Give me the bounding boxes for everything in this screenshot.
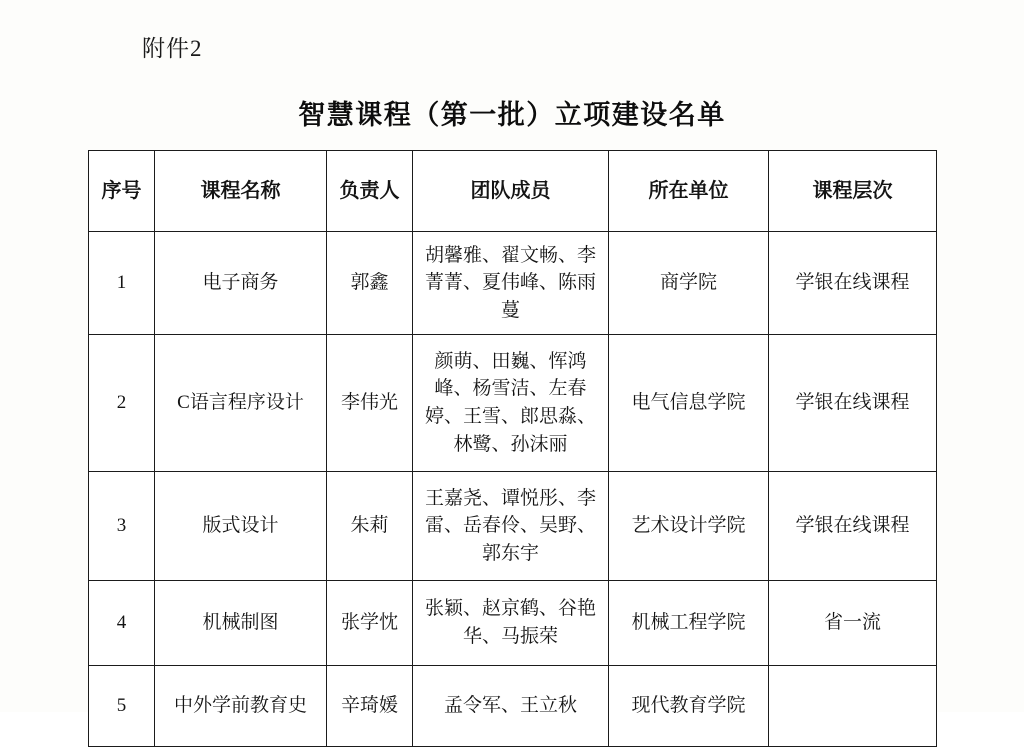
table-header-row xyxy=(89,151,937,232)
cell-index: 1 xyxy=(89,232,155,335)
cell-level: 学银在线课程 xyxy=(769,472,937,581)
cell-team: 胡馨雅、翟文畅、李菁菁、夏伟峰、陈雨蔓 xyxy=(413,232,609,335)
cell-leader: 张学忱 xyxy=(327,581,413,666)
cell-course: 机械制图 xyxy=(155,581,327,666)
cell-level xyxy=(769,666,937,747)
cell-leader: 郭鑫 xyxy=(327,232,413,335)
cell-unit: 机械工程学院 xyxy=(609,581,769,666)
attachment-label: 附件2 xyxy=(142,36,203,61)
cell-index: 3 xyxy=(89,472,155,581)
cell-course: C语言程序设计 xyxy=(155,335,327,472)
table-row xyxy=(89,472,937,581)
cell-unit: 现代教育学院 xyxy=(609,666,769,747)
table-row xyxy=(89,335,937,472)
cell-course: 版式设计 xyxy=(155,472,327,581)
column-header-index: 序号 xyxy=(89,151,155,232)
cell-leader: 李伟光 xyxy=(327,335,413,472)
cell-level: 省一流 xyxy=(769,581,937,666)
cell-team: 王嘉尧、谭悦彤、李雷、岳春伶、吴野、郭东宇 xyxy=(413,472,609,581)
course-listing-table xyxy=(88,150,937,747)
column-header-level: 课程层次 xyxy=(769,151,937,232)
cell-level: 学银在线课程 xyxy=(769,232,937,335)
cell-leader: 辛琦媛 xyxy=(327,666,413,747)
column-header-course: 课程名称 xyxy=(155,151,327,232)
cell-index: 2 xyxy=(89,335,155,472)
cell-unit: 电气信息学院 xyxy=(609,335,769,472)
cell-index: 5 xyxy=(89,666,155,747)
cell-team: 孟令军、王立秋 xyxy=(413,666,609,747)
table-row xyxy=(89,666,937,747)
cell-unit: 商学院 xyxy=(609,232,769,335)
cell-leader: 朱莉 xyxy=(327,472,413,581)
cell-level: 学银在线课程 xyxy=(769,335,937,472)
table-row xyxy=(89,232,937,335)
cell-team: 颜萌、田巍、恽鸿峰、杨雪洁、左春婷、王雪、郎思淼、林鹭、孙沫丽 xyxy=(413,335,609,472)
cell-unit: 艺术设计学院 xyxy=(609,472,769,581)
cell-course: 中外学前教育史 xyxy=(155,666,327,747)
cell-course: 电子商务 xyxy=(155,232,327,335)
column-header-leader: 负责人 xyxy=(327,151,413,232)
column-header-unit: 所在单位 xyxy=(609,151,769,232)
cell-team: 张颖、赵京鹤、谷艳华、马振荣 xyxy=(413,581,609,666)
table-row xyxy=(89,581,937,666)
page-title: 智慧课程（第一批）立项建设名单 xyxy=(298,100,726,130)
cell-index: 4 xyxy=(89,581,155,666)
column-header-team: 团队成员 xyxy=(413,151,609,232)
